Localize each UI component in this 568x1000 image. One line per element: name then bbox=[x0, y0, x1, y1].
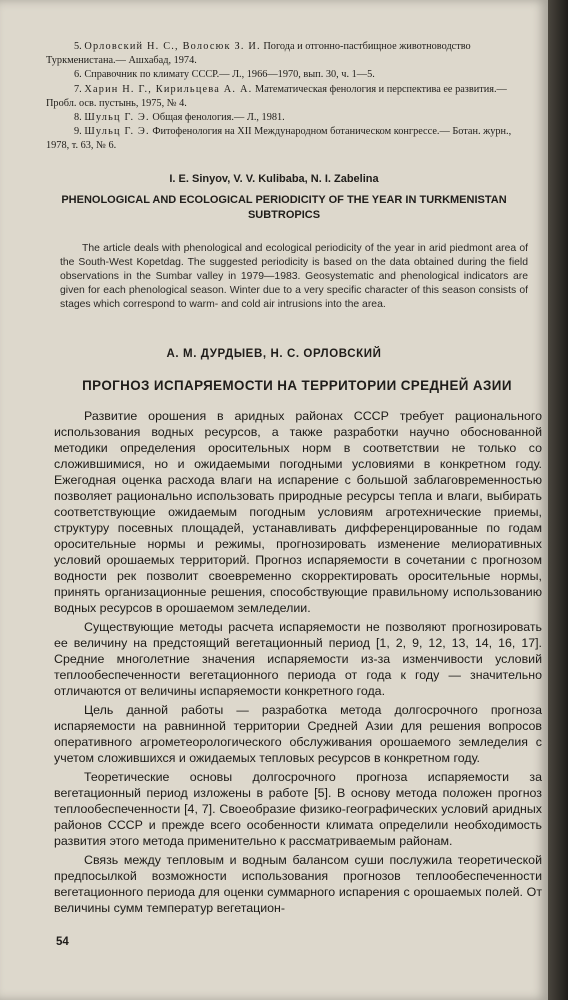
reference-number: 6. bbox=[74, 69, 82, 81]
reference-number: 9. bbox=[74, 126, 82, 138]
english-authors: I. E. Sinyov, V. V. Kulibaba, N. I. Zabelina bbox=[169, 173, 379, 185]
body-paragraph: Теоретические основы долгосрочного прогноза испаряемости за вегетационный период изложены в работе [5]. В основу метода положен прогноз теплообеспеченности [4, 7]. Своеобразие физико-географических условий аридных районов СССР и прежде всего особенности климата определили необходимость развития этого метода применительно к рассматриваемым районам. bbox=[54, 770, 542, 848]
reference-item bbox=[46, 83, 530, 111]
article-authors: А. М. ДУРДЫЕВ, Н. С. ОРЛОВСКИЙ bbox=[166, 348, 382, 360]
reference-author: Шульц Г. Э. bbox=[84, 126, 150, 138]
reference-item bbox=[46, 40, 530, 68]
english-title: PHENOLOGICAL AND ECOLOGICAL PERIODICITY OF THE YEAR IN TURKMENISTAN SUBTROPICS bbox=[61, 194, 507, 221]
reference-text: Общая фенология.— Л., 1981. bbox=[149, 112, 285, 124]
article-body bbox=[54, 408, 542, 919]
reference-author: Шульц Г. Э. bbox=[84, 112, 150, 124]
reference-number: 8. bbox=[74, 112, 82, 124]
reference-text: Справочник по климату СССР.— Л., 1966—1970, вып. 30, ч. 1—5. bbox=[84, 69, 375, 81]
reference-text: Фитофенология на XII Международном ботаническом конгрессе.— Ботан. журн., 1978, т. 63, № 6. bbox=[46, 126, 512, 152]
article-title: ПРОГНОЗ ИСПАРЯЕМОСТИ НА ТЕРРИТОРИИ СРЕДНЕЙ АЗИИ bbox=[82, 378, 512, 393]
body-paragraph: Существующие методы расчета испаряемости не позволяют прогнозировать ее величину на предстоящий вегетационный период [1, 2, 9, 12, 13, 14, 16, 17]. Средние многолетние значения испаряемости из-за изменчивости условий теплообеспеченности вегетационного периода от года к году — значительно отличаются от величины испаряемости конкретного года. bbox=[54, 620, 542, 698]
body-paragraph: Цель данной работы — разработка метода долгосрочного прогноза испаряемости на равнинной территории Средней Азии для решения вопросов оперативного агрометеорологического обслуживания орошаемого земледелия с учетом сложившихся и ожидаемых тепловых ресурсов в конкретном году. bbox=[54, 703, 542, 765]
reference-author: Орловский Н. С., Волосюк З. И. bbox=[84, 41, 261, 52]
reference-item bbox=[46, 111, 530, 125]
book-edge bbox=[548, 0, 568, 1000]
reference-text: Погода и отгонно-пастбищное животноводство Туркменистана.— Ашхабад, 1974. bbox=[46, 41, 471, 67]
reference-item bbox=[46, 125, 530, 153]
reference-number: 7. bbox=[74, 83, 82, 95]
body-paragraph: Развитие орошения в аридных районах СССР требует рационального использования водных ресурсов, а также разработки научно обоснованной методики определения оросительных норм в соответствии не только со сложившимися, но и ожидаемыми погодными условиями в конкретном году. Ежегодная оценка расхода влаги на испарение с большой заблаговременностью позволяет рационально использовать природные ресурсы тепла и влаги, выбирать соответствующие ожидаемым погодным условиям агротехнические приемы, структуру посевных площадей, устанавливать дифференцированные по годам оросительные нормы и режимы, прогнозировать изменение мелиоративных условий орошаемых территорий. Прогноз испаряемости в сочетании с прогнозом водности рек позволит своевременно скорректировать оросительные нормы, принять организационные решения, способствующие правильному использованию водных ресурсов в орошаемом земледелии. bbox=[54, 409, 542, 615]
reference-list bbox=[46, 40, 530, 154]
english-abstract: The article deals with phenological and ecological periodicity of the year in arid piedmont area of the South-West Kopetdag. The suggested periodicity is based on the data obtained during the field observations in the Sumbar valley in 1979—1983. Geosystematic and phenological indicators are given for each phenological season. Winter due to a very specific character of this season consists of stages which correspond to warm- and cold air intrusions into the area. bbox=[60, 243, 528, 311]
reference-number: 5. bbox=[74, 41, 82, 52]
body-paragraph: Связь между тепловым и водным балансом суши послужила теоретической предпосылкой возможности использования прогнозов теплообеспеченности вегетационного периода для оценки суммарного испарения с орошаемых полей. От величины сумм температур вегетацион- bbox=[54, 853, 542, 915]
page-number: 54 bbox=[56, 936, 69, 948]
reference-item bbox=[46, 68, 530, 82]
reference-author: Харин Н. Г., Кирильцева А. А. bbox=[84, 83, 253, 95]
reference-text: Математическая фенология и перспектива ее развития.— Пробл. осв. пустынь, 1975, № 4. bbox=[46, 83, 507, 109]
